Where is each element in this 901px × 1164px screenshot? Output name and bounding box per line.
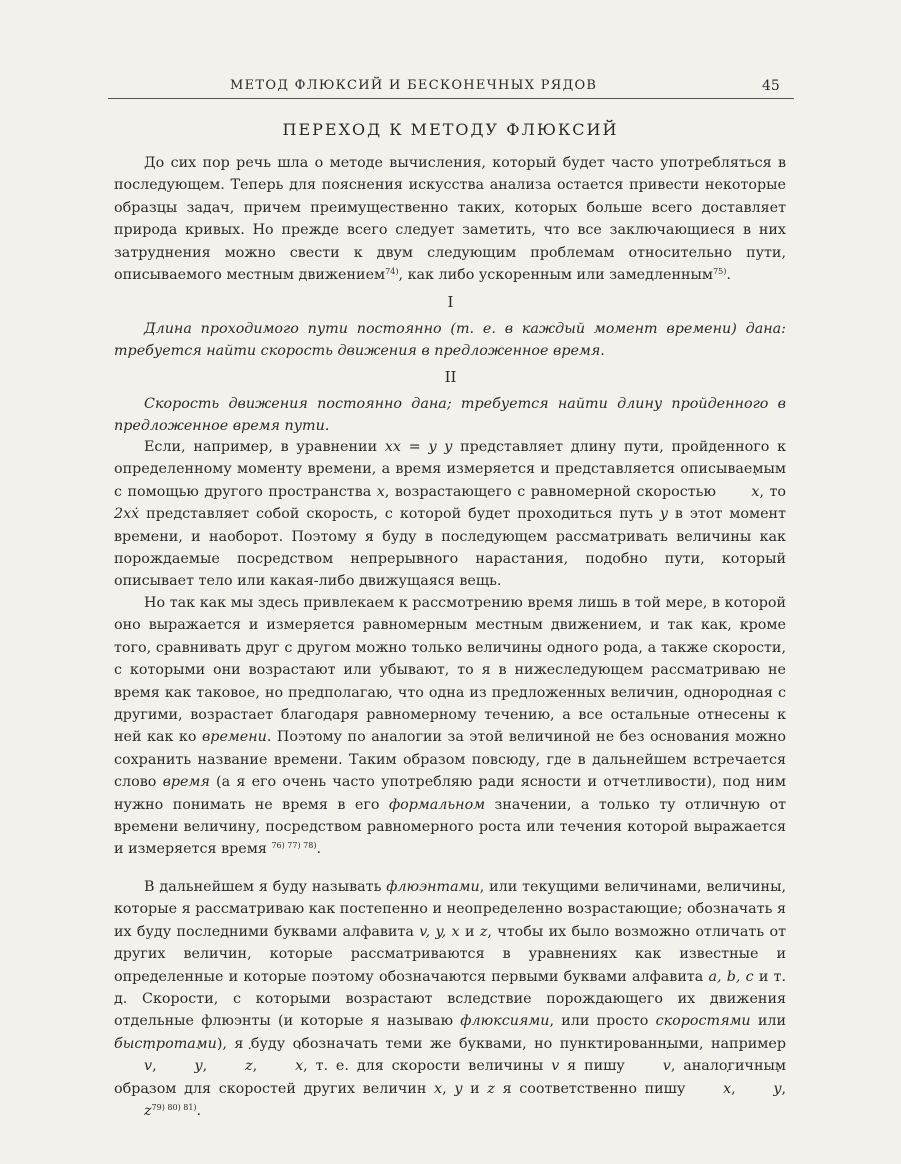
problem-2-numeral: II [444, 368, 457, 386]
text-run: я пишу [559, 1058, 633, 1075]
math-var: z [487, 1080, 495, 1097]
text-run: Если, например, в уравнении [144, 439, 385, 455]
text-run: и [459, 923, 480, 940]
fluents-paragraph: В дальнейшем я буду называть флюэнтами, или текущими величинами, величины, которые я рассматриваю как постепенно и неопределенно возрастающие; обозначать я их буду последними буквами алфавита v, y, x и z, чтобы их было возможно отличать от других величин, которые рассматриваются в уравнениях как известные и определенные и которые поэтому обозначаются первыми буквами алфавита a, b, c и т. д. Скорости, с которыми возрастают вследствие порождающего их движения отдельные флюэнты (и которые я называю флюксиями, или просто скоростями или быстротами), я буду обозначать теми же буквами, но пунктированными, например ˙ v, ˙ y, ˙ z, ˙ x, т. е. для скорости величины v я пишу ˙ v, аналогичным образом для скоростей других величин x, y и z я соответственно пишу ˙ x, ˙ y, ˙ $z^{79) 80) 81)}$. [114, 876, 786, 1122]
section-title: ПЕРЕХОД К МЕТОДУ ФЛЮКСИЙ [282, 120, 619, 139]
math-var: x [376, 483, 385, 500]
math-var: x [434, 1080, 443, 1097]
text-run: или [750, 1013, 786, 1030]
text-run: в этот момент времени, и наоборот. Поэтому я буду в последующем рассматривать величины как порождаемые посредством непрерывного нарастания, подобно пути, который описывает тело или какая-либо движущаяся вещь. [114, 506, 786, 590]
text-run: . Поэтому по аналогии за этой величиной не без основания можно сохранить название времени. Таким образом повсюду, где в дальнейшем встречается слово [114, 729, 786, 791]
text-run: , чтобы их было возможно отличать от других величин, которые рассматриваются в уравнениях как известные и определенные и которые поэтому обозначаются первыми буквами алфавита [114, 923, 786, 985]
problem-1-numeral: I [447, 293, 454, 311]
fluxion-var: ˙ y [165, 1055, 203, 1077]
problem-2-statement [114, 393, 786, 438]
intro-text-2: , как либо ускоренным или замедленным [398, 267, 714, 284]
fluxion-var: ˙ x [693, 1078, 731, 1100]
emphasis: флюксиями [460, 1013, 550, 1030]
text-run: , или просто [549, 1013, 656, 1030]
intro-text: До сих пор речь шла о методе вычисления, который будет часто употребляться в последующем. Теперь для пояснения искусства анализа остается привести некоторые образцы задач, причем преимущественно таких, которых больше всего доставляет природа кривых. Но прежде всего следует заметить, что все заключающиеся в них затруднения можно свести к двум следующим проблемам относительно пути, описываемого местным движением [114, 155, 786, 284]
emphasis: время [162, 774, 210, 791]
text-run: , то [759, 483, 786, 500]
fluxion-var: ˙ v [114, 1055, 152, 1077]
text-run: , возрастающего с равномерной скоростью [384, 483, 722, 500]
text-run: представляет длину пути, пройденного к определенному моменту времени, а время измеряется и представляется описываемым с помощью другого пространства [114, 439, 787, 500]
text-run: я соответственно пишу [494, 1080, 694, 1097]
text-run: , или текущими величинами, величины, которые я рассматриваю как постепенно и неопределенно возрастающие; обозначать я их буду последними буквами алфавита [114, 879, 786, 940]
math-var: y [659, 506, 668, 523]
math-var: v, y, x [419, 923, 460, 940]
footnote-ref: 79) 80) 81) [151, 1103, 197, 1113]
text-run: . [316, 841, 321, 858]
example-paragraph [114, 436, 786, 593]
fluxion-var: ˙ z [215, 1055, 253, 1077]
header-rule [108, 98, 794, 99]
page-number: 45 [762, 78, 780, 94]
running-head [0, 74, 901, 100]
text-run: ), я буду обозначать теми же буквами, но пунктированными, например [216, 1035, 786, 1052]
footnote-ref: 75) [713, 267, 727, 277]
math-var: a, b, c [708, 968, 754, 985]
emphasis: формальном [388, 796, 486, 813]
math-var: xx [384, 439, 401, 455]
intro-paragraph [114, 152, 786, 286]
problem-1-text: Длина проходимого пути постоянно (т. е. в каждый момент времени) дана: требуется найти скорость движения в предложенное время. [114, 321, 786, 360]
fluxion-var: ˙ x [265, 1055, 303, 1077]
intro-text-3: . [726, 267, 731, 284]
time-paragraph [114, 592, 786, 861]
math-var: z [479, 923, 488, 940]
math-var: y [454, 1080, 463, 1097]
math-var: y [428, 439, 437, 455]
text-run: Но так как мы здесь привлекаем к рассмотрению время лишь в той мере, в которой оно выражается и измеряется равномерным местным движением, и так как, кроме того, сравнивать друг с другом можно только величины одного рода, а также скорости, с которыми они возрастают или убывают, то я в нижеследующем рассматриваю не время как таковое, но предполагаю, что одна из предложенных величин, однородная с другими, возрастает благодаря равномерному течению, а все остальные отнесены к ней как ко [114, 595, 786, 746]
text-run: (а я его очень часто употребляю ради ясности и отчетливости), под ним нужно понимать не время в его [114, 774, 786, 813]
problem-1-statement [114, 318, 786, 363]
text-run: значении, а только ту отличную от времени величину, посредством равномерного роста или течения которой выражается и измеряется время [114, 796, 786, 858]
math-var: y [444, 439, 453, 455]
text-run: представляет собой скорость, с которой будет проходиться путь [139, 506, 660, 523]
footnote-ref: 76) 77) 78) [271, 841, 317, 851]
fluxion-var: ˙ x [721, 481, 759, 503]
text-run: и т. д. Скорости, с которыми возрастают вследствие порождающего их движения отдельные флюэнты (и которые я называю [114, 968, 786, 1030]
math-sign: = [401, 439, 429, 455]
text-run: , т. е. для скорости величины [303, 1058, 552, 1075]
problem-2-text: Скорость движения постоянно дана; требуется найти длину пройденного в предложенное время пути. [114, 396, 786, 435]
emphasis: флюэнтами [386, 879, 480, 895]
text-run: и [462, 1080, 488, 1097]
text-run: В дальнейшем я буду называть [144, 879, 387, 895]
math-var: v [551, 1058, 560, 1075]
emphasis: времени [201, 729, 267, 746]
text-run: , аналогичным образом для скоростей других величин [114, 1058, 787, 1097]
fluxion-var: ˙ z [114, 1100, 152, 1122]
math-expr: 2xẋ [114, 506, 140, 523]
text-run: , [442, 1080, 455, 1097]
footnote-ref: 74) [385, 267, 399, 277]
fluxion-var: ˙ v [633, 1055, 671, 1077]
emphasis: быстротами [114, 1035, 217, 1052]
fluxion-var: ˙ y [743, 1078, 781, 1100]
running-title: МЕТОД ФЛЮКСИЙ И БЕСКОНЕЧНЫХ РЯДОВ [230, 78, 598, 93]
text-run: . [196, 1103, 202, 1120]
emphasis: скоростями [655, 1013, 751, 1030]
